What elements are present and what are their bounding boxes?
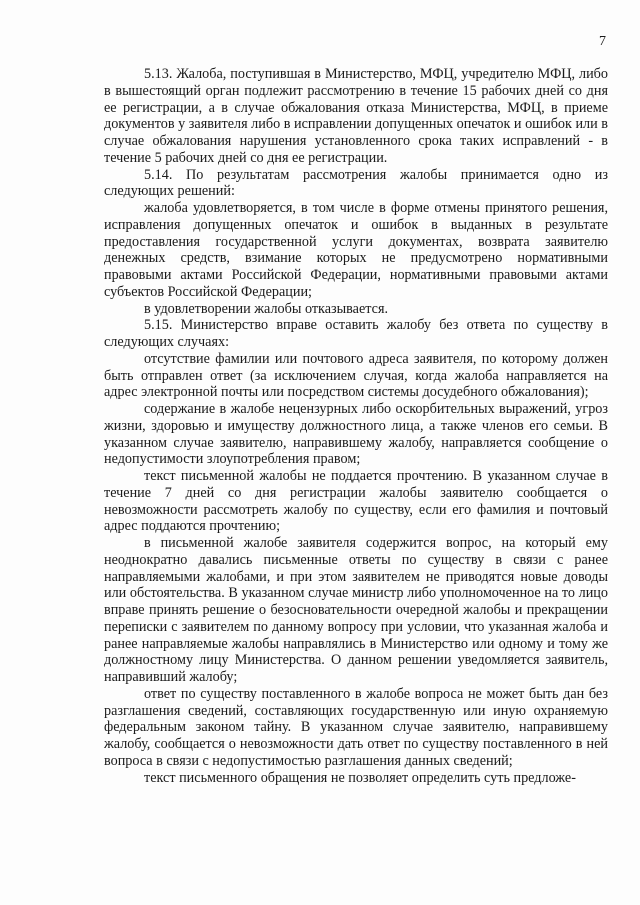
page-number: 7 (599, 34, 606, 49)
document-body (104, 66, 608, 786)
paragraph-state-secret: ответ по существу поставленного в жалобе вопроса не может быть дан без разглашения сведений, составляющих государственную или иную охраняемую федеральным законом тайну. В указанном случае заявителю, направившему жалобу, сообщается о невозможности дать ответ по существу поставленного в ней вопроса в связи с недопустимостью разглашения данных сведений; (104, 685, 608, 769)
paragraph-5-15: 5.15. Министерство вправе оставить жалобу без ответа по существу в следующих случаях: (104, 317, 608, 350)
paragraph-5-14: 5.14. По результатам рассмотрения жалобы принимается одно из следующих решений: (104, 166, 608, 200)
paragraph-unclear-appeal: текст письменного обращения не позволяет определить суть предложе- (144, 769, 576, 786)
paragraph-5-13: 5.13. Жалоба, поступившая в Министерство, МФЦ, учредителю МФЦ, либо в вышестоящий орган подлежит рассмотрению в течение 15 рабочих дней со дня ее регистрации, а в случае обжалования отказа Министерства, МФЦ, в приеме документов у заявителя либо в исправлении допущенных опечаток и ошибок или в случае обжалования нарушения установленного срока таких исправлений - в течение 5 рабочих дней со дня ее регистрации. (104, 66, 608, 166)
paragraph-complaint-refused: в удовлетворении жалобы отказывается. (144, 300, 389, 317)
paragraph-obscene-content: содержание в жалобе нецензурных либо оскорбительных выражений, угроз жизни, здоровью и имуществу должностного лица, а также членов его семьи. В указанном случае заявителю, направившему жалобу, направляется сообщение о недопустимости злоупотребления правом; (104, 401, 608, 468)
paragraph-unreadable-text: текст письменной жалобы не поддается прочтению. В указанном случае в течение 7 дней со дня регистрации жалобы заявителю сообщается о невозможности рассмотреть жалобу по существу, если его фамилия и почтовый адрес поддаются прочтению; (104, 468, 608, 535)
paragraph-complaint-satisfied: жалоба удовлетворяется, в том числе в форме отмены принятого решения, исправления допущенных опечаток и ошибок в выданных в результате предоставления государственной услуги документах, возврата заявителю денежных средств, взимание которых не предусмотрено нормативными правовыми актами Российской Федерации, нормативными правовыми актами субъектов Российской Федерации; (104, 200, 608, 300)
paragraph-repeated-question: в письменной жалобе заявителя содержится вопрос, на который ему неоднократно давались письменные ответы по существу в связи с ранее направляемыми жалобами, и при этом заявителем не приводятся новые доводы или обстоятельства. В указанном случае министр либо уполномоченное на то лицо вправе принять решение о безосновательности очередной жалобы и прекращении переписки с заявителем по данному вопросу при условии, что указанная жалоба и ранее направляемые жалобы направлялись в Министерство или одному и тому же должностному лицу Министерства. О данном решении уведомляется заявитель, направивший жалобу; (104, 535, 608, 685)
paragraph-no-surname: отсутствие фамилии или почтового адреса заявителя, по которому должен быть отправлен ответ (за исключением случая, когда жалоба направляется на адрес электронной почты или посредством системы досудебного обжалования); (104, 350, 608, 401)
